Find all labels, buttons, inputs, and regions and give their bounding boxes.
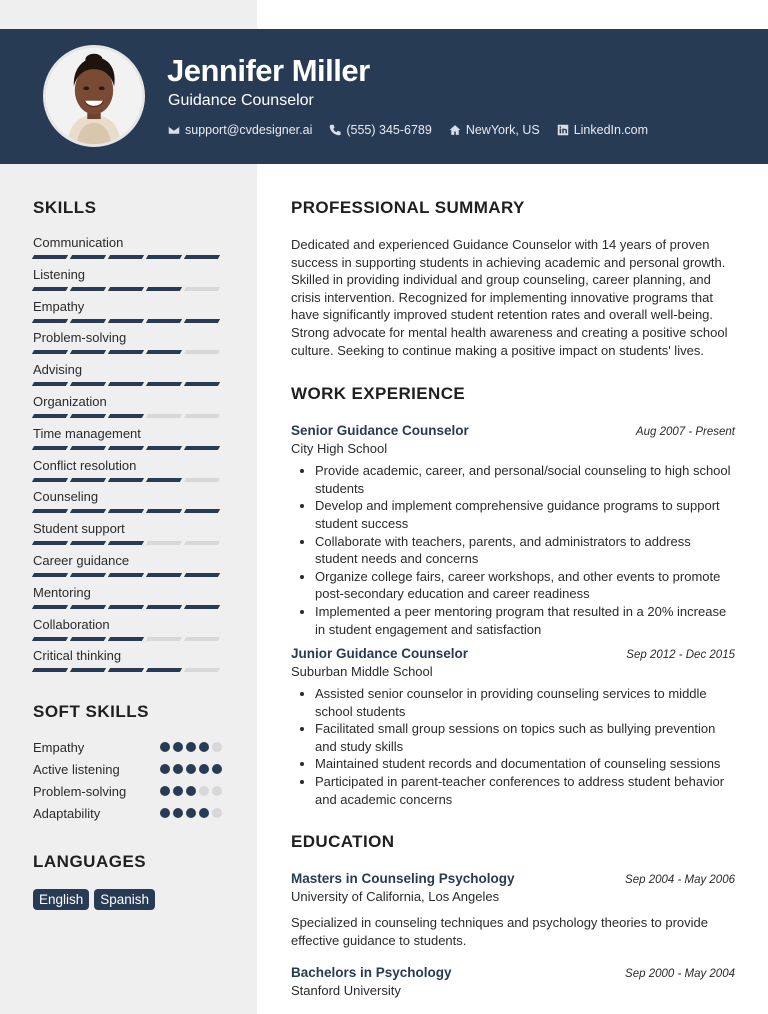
skill-level-segment xyxy=(32,319,68,323)
skill-level-bars xyxy=(33,414,233,418)
soft-skills-list xyxy=(33,736,233,824)
skill-level-segment xyxy=(70,668,106,672)
skill-level-bars xyxy=(33,478,233,482)
skill-name: Critical thinking xyxy=(33,648,122,664)
skill-item xyxy=(33,617,233,649)
skill-level-segment xyxy=(108,573,144,577)
rating-dot xyxy=(160,764,170,774)
skill-item xyxy=(33,585,233,617)
summary-heading: PROFESSIONAL SUMMARY xyxy=(291,198,525,217)
soft-skill-name: Active listening xyxy=(33,761,120,777)
skill-level-segment xyxy=(184,637,220,641)
contact-email-text: support@cvdesigner.ai xyxy=(185,123,313,137)
skill-level-segment xyxy=(184,668,220,672)
skill-level-segment xyxy=(146,446,182,450)
phone-icon xyxy=(329,124,341,136)
skill-level-segment xyxy=(184,382,220,386)
education-header xyxy=(291,871,735,886)
envelope-icon xyxy=(168,124,180,136)
skill-level-segment xyxy=(146,509,182,513)
skill-level-segment xyxy=(184,541,220,545)
skill-level-segment xyxy=(184,287,220,291)
skill-level-segment xyxy=(70,637,106,641)
skill-level-segment xyxy=(108,605,144,609)
skill-level-segment xyxy=(108,509,144,513)
job-title: Junior Guidance Counselor xyxy=(291,646,469,662)
skill-level-segment xyxy=(70,605,106,609)
skill-level-segment xyxy=(108,637,144,641)
skill-level-segment xyxy=(70,382,106,386)
soft-skill-rating xyxy=(157,786,222,796)
soft-skill-name: Adaptability xyxy=(33,805,101,821)
rating-dot xyxy=(173,808,183,818)
skill-level-segment xyxy=(146,319,182,323)
language-badge: English xyxy=(33,889,89,910)
job-bullet: • Develop and implement comprehensive guidance programs to support student success xyxy=(315,497,735,532)
skill-level-segment xyxy=(32,573,68,577)
skill-level-bars xyxy=(33,382,233,386)
skill-level-segment xyxy=(70,573,106,577)
skill-level-segment xyxy=(146,414,182,418)
contact-phone-text: (555) 345-6789 xyxy=(346,123,432,137)
rating-dot xyxy=(199,786,209,796)
job-bullet: • Implemented a peer mentoring program that resulted in a 20% increase in student engagement and satisfaction xyxy=(315,603,735,638)
soft-skill-item xyxy=(33,780,222,802)
languages-heading: LANGUAGES xyxy=(33,852,147,872)
skill-name: Organization xyxy=(33,393,107,409)
job-bullet: • Participated in parent-teacher conferences to address student behavior and academic concerns xyxy=(315,773,735,808)
contact-email[interactable] xyxy=(168,123,312,137)
language-badge: Spanish xyxy=(94,889,155,910)
skill-level-segment xyxy=(108,350,144,354)
skill-level-bars xyxy=(33,319,233,323)
soft-skill-item xyxy=(33,736,222,758)
rating-dot xyxy=(199,764,209,774)
skill-level-segment xyxy=(32,382,68,386)
soft-skill-name: Empathy xyxy=(33,739,85,755)
job-bullet: • Assisted senior counselor in providing counseling services to middle school students xyxy=(315,685,735,720)
skill-level-segment xyxy=(184,414,220,418)
job-responsibilities xyxy=(315,462,735,638)
rating-dot xyxy=(212,742,222,752)
school-name: University of California, Los Angeles xyxy=(291,889,500,905)
skill-item xyxy=(33,267,233,299)
main-content xyxy=(291,198,735,998)
skill-level-segment xyxy=(108,446,144,450)
job-header xyxy=(291,423,735,438)
sidebar xyxy=(33,198,233,910)
job-dates: Sep 2012 - Dec 2015 xyxy=(626,649,735,662)
skill-level-segment xyxy=(184,350,220,354)
skill-level-segment xyxy=(70,478,106,482)
rating-dot xyxy=(212,786,222,796)
skill-level-segment xyxy=(146,668,182,672)
skill-level-segment xyxy=(108,255,144,259)
school-name: Stanford University xyxy=(291,983,401,999)
skill-level-segment xyxy=(184,573,220,577)
skill-name: Listening xyxy=(33,266,86,282)
rating-dot xyxy=(199,742,209,752)
skill-level-bars xyxy=(33,573,233,577)
skill-level-segment xyxy=(32,446,68,450)
soft-skill-item xyxy=(33,802,222,824)
skills-list xyxy=(33,235,233,680)
rating-dot xyxy=(186,742,196,752)
contact-location-text: NewYork, US xyxy=(465,123,540,137)
skill-level-segment xyxy=(146,573,182,577)
rating-dot xyxy=(186,786,196,796)
skill-level-bars xyxy=(33,509,233,513)
soft-skill-name: Problem-solving xyxy=(33,783,127,799)
contact-phone[interactable] xyxy=(329,123,431,137)
skill-level-segment xyxy=(184,605,220,609)
job-bullet: • Maintained student records and documentation of counseling sessions xyxy=(315,755,735,773)
skill-level-bars xyxy=(33,350,233,354)
skill-name: Collaboration xyxy=(33,616,110,632)
job-employer: City High School xyxy=(291,441,388,457)
resume-header xyxy=(0,29,768,164)
soft-skills-heading: SOFT SKILLS xyxy=(33,702,149,722)
skill-level-segment xyxy=(108,382,144,386)
skill-level-segment xyxy=(108,414,144,418)
job-title: Senior Guidance Counselor xyxy=(291,423,469,439)
contact-linkedin[interactable] xyxy=(557,123,648,137)
job-header xyxy=(291,646,735,661)
skill-name: Conflict resolution xyxy=(33,457,137,473)
experience-list xyxy=(291,423,735,808)
job-bullet: • Facilitated small group sessions on topics such as bullying prevention and study skills xyxy=(315,720,735,755)
avatar-illustration xyxy=(46,48,142,144)
skill-level-segment xyxy=(32,541,68,545)
skill-level-segment xyxy=(146,541,182,545)
candidate-title: Guidance Counselor xyxy=(168,92,314,109)
linkedin-icon xyxy=(557,124,569,136)
skill-level-segment xyxy=(146,478,182,482)
skill-level-segment xyxy=(32,509,68,513)
rating-dot xyxy=(173,742,183,752)
skill-item xyxy=(33,299,233,331)
job-bullet: • Organize college fairs, career workshops, and other events to promote post-secondary education and career readiness xyxy=(315,568,735,603)
rating-dot xyxy=(160,808,170,818)
skill-level-segment xyxy=(146,287,182,291)
education-dates: Sep 2000 - May 2004 xyxy=(625,968,735,981)
skill-name: Communication xyxy=(33,235,124,250)
skill-item xyxy=(33,553,233,585)
rating-dot xyxy=(212,808,222,818)
contact-location xyxy=(449,123,540,137)
skill-level-segment xyxy=(32,350,68,354)
skill-level-segment xyxy=(108,478,144,482)
skill-level-segment xyxy=(32,605,68,609)
education-list xyxy=(291,871,735,998)
education-heading: EDUCATION xyxy=(291,832,395,852)
skill-level-segment xyxy=(184,478,220,482)
skill-level-segment xyxy=(108,287,144,291)
skill-name: Mentoring xyxy=(33,584,91,600)
rating-dot xyxy=(173,786,183,796)
skill-level-segment xyxy=(70,509,106,513)
skill-level-segment xyxy=(108,541,144,545)
skill-level-segment xyxy=(32,255,68,259)
languages-list xyxy=(33,889,233,910)
skill-level-segment xyxy=(108,319,144,323)
skill-item xyxy=(33,521,233,553)
skill-level-segment xyxy=(108,668,144,672)
skill-item xyxy=(33,394,233,426)
skill-level-segment xyxy=(70,319,106,323)
skill-level-bars xyxy=(33,446,233,450)
skill-item xyxy=(33,330,233,362)
job-dates: Aug 2007 - Present xyxy=(635,426,735,439)
skill-name: Student support xyxy=(33,521,125,537)
soft-skill-rating xyxy=(157,808,222,818)
rating-dot xyxy=(186,764,196,774)
skill-level-segment xyxy=(70,446,106,450)
soft-skill-rating xyxy=(157,764,222,774)
contact-linkedin-text: LinkedIn.com xyxy=(573,123,649,137)
skill-name: Empathy xyxy=(33,298,85,314)
contact-bar xyxy=(168,123,665,137)
education-header xyxy=(291,965,735,980)
job-employer: Suburban Middle School xyxy=(291,664,433,680)
skill-name: Career guidance xyxy=(33,552,130,568)
job-bullet: • Collaborate with teachers, parents, and administrators to address student needs and concerns xyxy=(315,533,735,568)
skill-level-segment xyxy=(184,446,220,450)
degree-title: Bachelors in Psychology xyxy=(291,965,452,981)
skill-level-segment xyxy=(146,382,182,386)
skill-level-segment xyxy=(70,414,106,418)
skill-item xyxy=(33,362,233,394)
job-entry xyxy=(291,646,735,808)
skill-item xyxy=(33,648,233,680)
skill-level-bars xyxy=(33,255,233,259)
skill-name: Advising xyxy=(33,362,83,378)
rating-dot xyxy=(160,742,170,752)
profile-photo xyxy=(43,45,145,147)
skill-level-segment xyxy=(32,414,68,418)
skill-level-segment xyxy=(70,287,106,291)
job-bullet: • Provide academic, career, and personal/social counseling to high school students xyxy=(315,462,735,497)
job-responsibilities xyxy=(315,685,735,808)
skill-level-segment xyxy=(184,509,220,513)
skill-item xyxy=(33,426,233,458)
skills-heading: SKILLS xyxy=(33,198,97,217)
skill-name: Counseling xyxy=(33,489,99,505)
skill-level-segment xyxy=(184,319,220,323)
skill-level-bars xyxy=(33,637,233,641)
experience-heading: WORK EXPERIENCE xyxy=(291,384,466,404)
skill-level-segment xyxy=(184,255,220,259)
skill-level-segment xyxy=(70,255,106,259)
skill-level-bars xyxy=(33,605,233,609)
soft-skill-item xyxy=(33,758,222,780)
skill-level-segment xyxy=(32,637,68,641)
degree-title: Masters in Counseling Psychology xyxy=(291,871,515,887)
soft-skill-rating xyxy=(157,742,222,752)
skill-level-segment xyxy=(70,541,106,545)
rating-dot xyxy=(160,786,170,796)
skill-level-segment xyxy=(32,287,68,291)
rating-dot xyxy=(186,808,196,818)
skill-level-bars xyxy=(33,541,233,545)
skill-level-segment xyxy=(70,350,106,354)
rating-dot xyxy=(199,808,209,818)
rating-dot xyxy=(173,764,183,774)
skill-level-bars xyxy=(33,287,233,291)
skill-level-segment xyxy=(146,637,182,641)
skill-name: Time management xyxy=(33,425,141,441)
summary-text: Dedicated and experienced Guidance Counselor with 14 years of proven success in supporting students in achieving academic and personal growth. Skilled in providing individual and group counseling, career planning, and crisis intervention. Recognized for implementing innovative programs that have significantly improved student retention rates and overall well-being. Strong advocate for mental health awareness and creating a positive school culture. Seeking to continue making a positive impact on students' lives. xyxy=(291,237,728,358)
skill-item xyxy=(33,235,233,267)
skill-level-segment xyxy=(146,605,182,609)
education-description: Specialized in counseling techniques and psychology theories to provide effective guidance to students. xyxy=(291,915,708,948)
education-dates: Sep 2004 - May 2006 xyxy=(625,874,735,887)
skill-level-bars xyxy=(33,668,233,672)
education-entry xyxy=(291,871,735,949)
skill-level-segment xyxy=(32,668,68,672)
skill-level-segment xyxy=(146,255,182,259)
skill-name: Problem-solving xyxy=(33,330,127,346)
skill-item xyxy=(33,458,233,490)
home-icon xyxy=(449,124,461,136)
skill-item xyxy=(33,489,233,521)
job-entry xyxy=(291,423,735,638)
education-entry xyxy=(291,965,735,998)
skill-level-segment xyxy=(146,350,182,354)
candidate-name: Jennifer Miller xyxy=(167,53,370,88)
rating-dot xyxy=(212,764,222,774)
skill-level-segment xyxy=(32,478,68,482)
